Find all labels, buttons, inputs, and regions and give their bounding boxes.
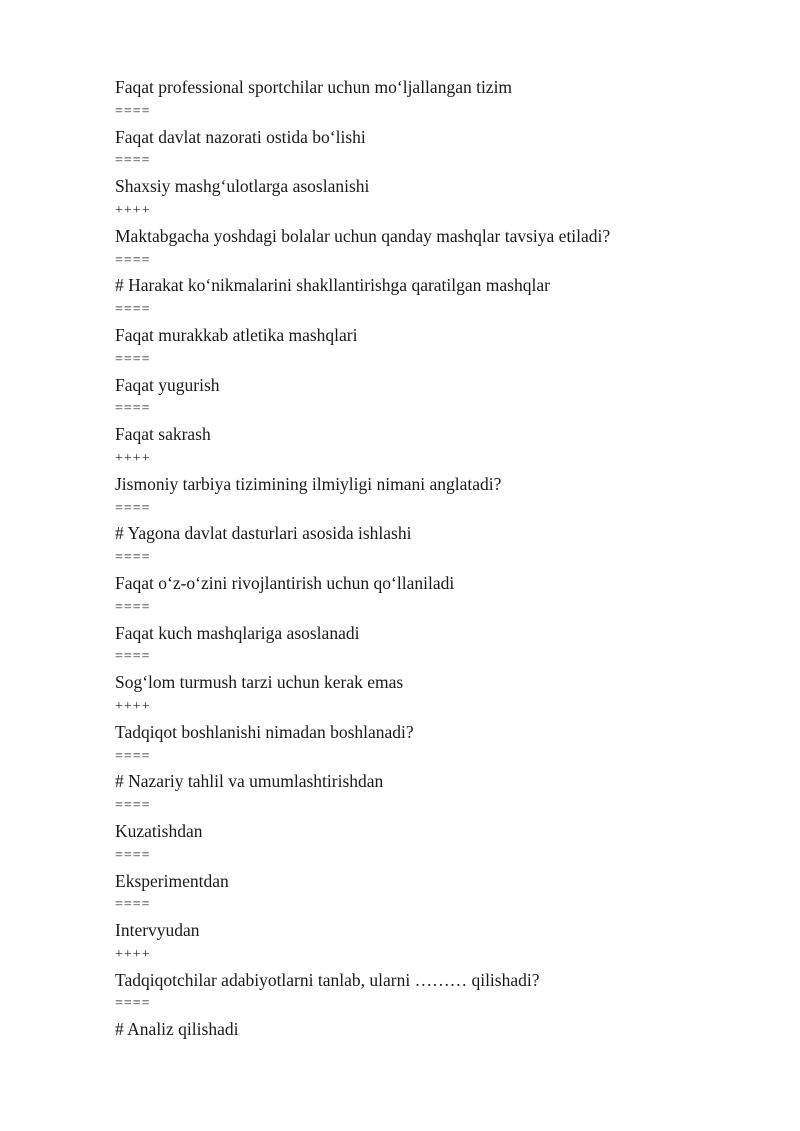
option-separator: ==== — [115, 401, 151, 417]
question-text: Tadqiqot boshlanishi nimadan boshlanadi? — [115, 721, 414, 742]
option-separator: ==== — [115, 153, 151, 169]
option-separator: ==== — [115, 351, 151, 367]
option-separator: ==== — [115, 103, 151, 119]
question-text: Jismoniy tarbiya tizimining ilmiyligi nimani anglatadi? — [115, 473, 502, 494]
answer-option: Faqat murakkab atletika mashqlari — [115, 324, 358, 345]
option-separator: ==== — [115, 599, 151, 615]
answer-option: Intervyudan — [115, 920, 200, 941]
option-separator: ==== — [115, 996, 151, 1012]
question-text: Maktabgacha yoshdagi bolalar uchun qanday mashqlar tavsiya etiladi? — [115, 225, 611, 246]
answer-option: Eksperimentdan — [115, 870, 229, 891]
option-separator: ==== — [115, 252, 151, 268]
option-separator: ==== — [115, 302, 151, 318]
answer-option: Faqat yugurish — [115, 374, 220, 395]
answer-option: Faqat professional sportchilar uchun mo‘ljallangan tizim — [115, 77, 513, 97]
option-separator: ==== — [115, 649, 151, 665]
question-separator: ++++ — [115, 450, 151, 466]
option-separator: ==== — [115, 897, 151, 913]
question-text: Tadqiqotchilar adabiyotlarni tanlab, ularni ……… qilishadi? — [115, 969, 540, 990]
answer-option: Sog‘lom turmush tarzi uchun kerak emas — [115, 672, 404, 693]
answer-option: Faqat davlat nazorati ostida bo‘lishi — [115, 126, 366, 147]
option-separator: ==== — [115, 500, 151, 516]
correct-answer: # Nazariy tahlil va umumlashtirishdan — [115, 771, 384, 792]
option-separator: ==== — [115, 847, 151, 863]
answer-option: Faqat kuch mashqlariga asoslanadi — [115, 622, 360, 643]
answer-option: Faqat sakrash — [115, 424, 211, 445]
document-page — [115, 75, 735, 1042]
answer-option: Kuzatishdan — [115, 820, 203, 841]
question-separator: ++++ — [115, 698, 151, 714]
answer-option: Shaxsiy mashg‘ulotlarga asoslanishi — [115, 176, 370, 197]
answer-option: Faqat o‘z-o‘zini rivojlantirish uchun qo‘llaniladi — [115, 572, 455, 593]
correct-answer: # Yagona davlat dasturlari asosida ishlashi — [115, 523, 412, 544]
option-separator: ==== — [115, 748, 151, 764]
question-separator: ++++ — [115, 946, 151, 962]
correct-answer: # Harakat ko‘nikmalarini shakllantirishga qaratilgan mashqlar — [115, 275, 550, 296]
question-separator: ++++ — [115, 202, 151, 218]
option-separator: ==== — [115, 798, 151, 814]
correct-answer: # Analiz qilishadi — [115, 1019, 239, 1040]
option-separator: ==== — [115, 550, 151, 566]
